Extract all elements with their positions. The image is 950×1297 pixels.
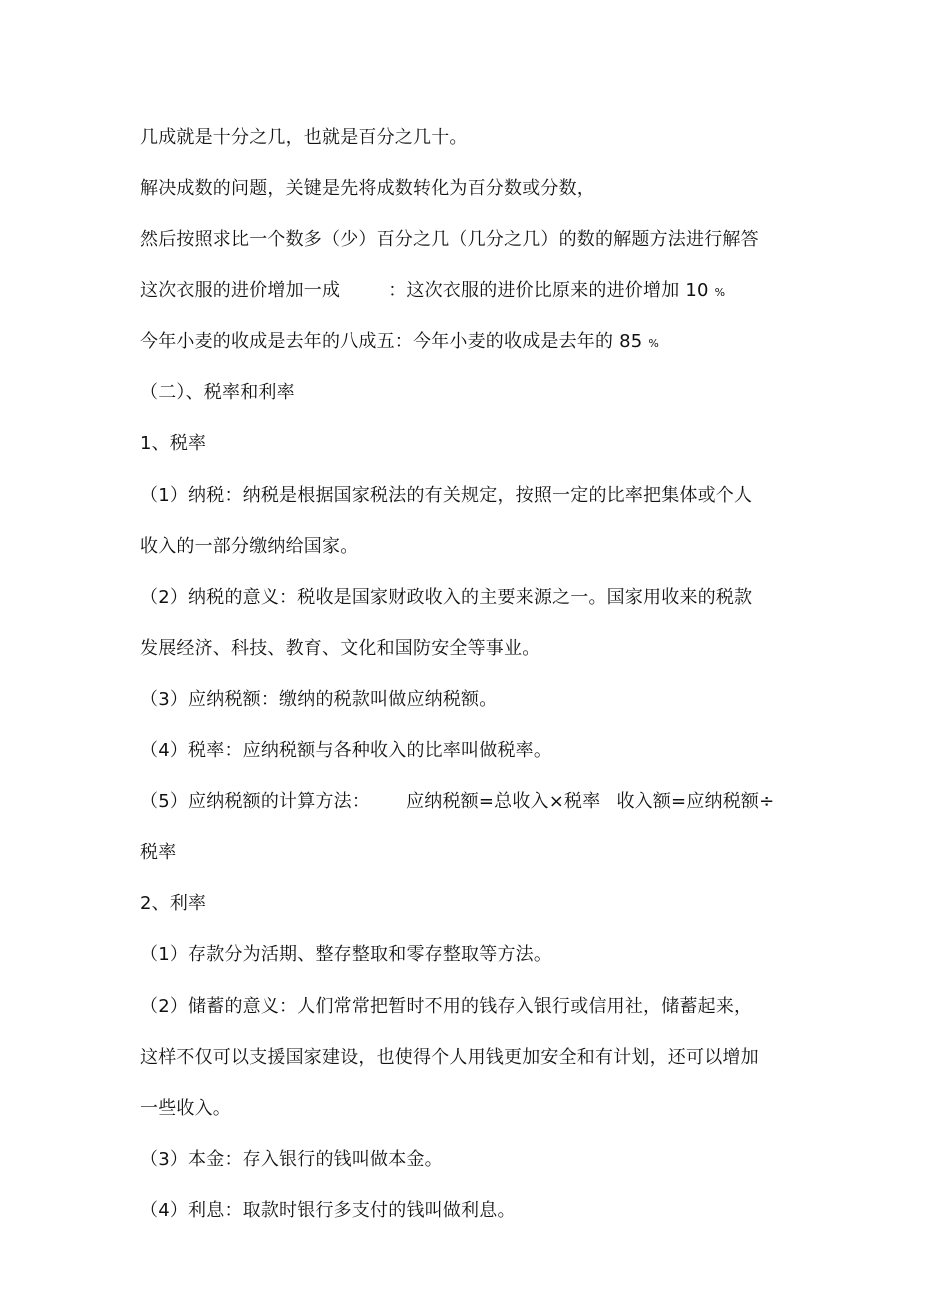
section-heading: （二）、税率和利率 bbox=[140, 382, 295, 403]
text-line bbox=[140, 782, 830, 822]
text-line bbox=[140, 271, 830, 311]
text-line: （3）本金：存入银行的钱叫做本金。 bbox=[140, 1149, 443, 1170]
formula-segment: 收入额=应纳税额÷ bbox=[616, 791, 775, 812]
percent-sign: % bbox=[648, 337, 660, 350]
text-line: （2）纳税的意义：税收是国家财政收入的主要来源之一。国家用收来的税款 bbox=[140, 587, 753, 608]
text-line bbox=[140, 322, 830, 362]
text-line: 这样不仅可以支援国家建设，也使得个人用钱更加安全和有计划，还可以增加 bbox=[140, 1047, 759, 1068]
text-segment: （5）应纳税额的计算方法： bbox=[140, 791, 371, 812]
formula-segment: 应纳税额=总收入×税率 bbox=[406, 791, 601, 812]
text-line: 收入的一部分缴纳给国家。 bbox=[140, 536, 359, 557]
text-line: （4）利息：取款时银行多支付的钱叫做利息。 bbox=[140, 1200, 516, 1221]
text-line: （4）税率：应纳税额与各种收入的比率叫做税率。 bbox=[140, 740, 553, 761]
subsection-heading: 1、税率 bbox=[140, 433, 207, 454]
text-segment: 这次衣服的进价增加一成 bbox=[140, 280, 341, 301]
percent-sign: % bbox=[714, 286, 726, 299]
text-line: （1）存款分为活期、整存整取和零存整取等方法。 bbox=[140, 944, 553, 965]
text-line: （3）应纳税额：缴纳的税款叫做应纳税额。 bbox=[140, 689, 498, 710]
text-line: 税率 bbox=[140, 842, 177, 863]
text-line: 然后按照求比一个数多（少）百分之几（几分之几）的数的解题方法进行解答 bbox=[140, 229, 759, 250]
text-line: 发展经济、科技、教育、文化和国防安全等事业。 bbox=[140, 638, 541, 659]
subsection-heading: 2、利率 bbox=[140, 893, 207, 914]
text-line: 解决成数的问题，关键是先将成数转化为百分数或分数， bbox=[140, 178, 595, 199]
text-line: （1）纳税：纳税是根据国家税法的有关规定，按照一定的比率把集体或个人 bbox=[140, 485, 753, 506]
text-segment: ：这次衣服的进价比原来的进价增加 10 bbox=[388, 280, 709, 301]
text-line: 几成就是十分之几，也就是百分之几十。 bbox=[140, 127, 468, 148]
text-segment: 今年小麦的收成是去年的八成五：今年小麦的收成是去年的 85 bbox=[140, 331, 643, 352]
text-line: 一些收入。 bbox=[140, 1098, 231, 1119]
text-line: （2）储蓄的意义：人们常常把暂时不用的钱存入银行或信用社，储蓄起来， bbox=[140, 996, 753, 1017]
